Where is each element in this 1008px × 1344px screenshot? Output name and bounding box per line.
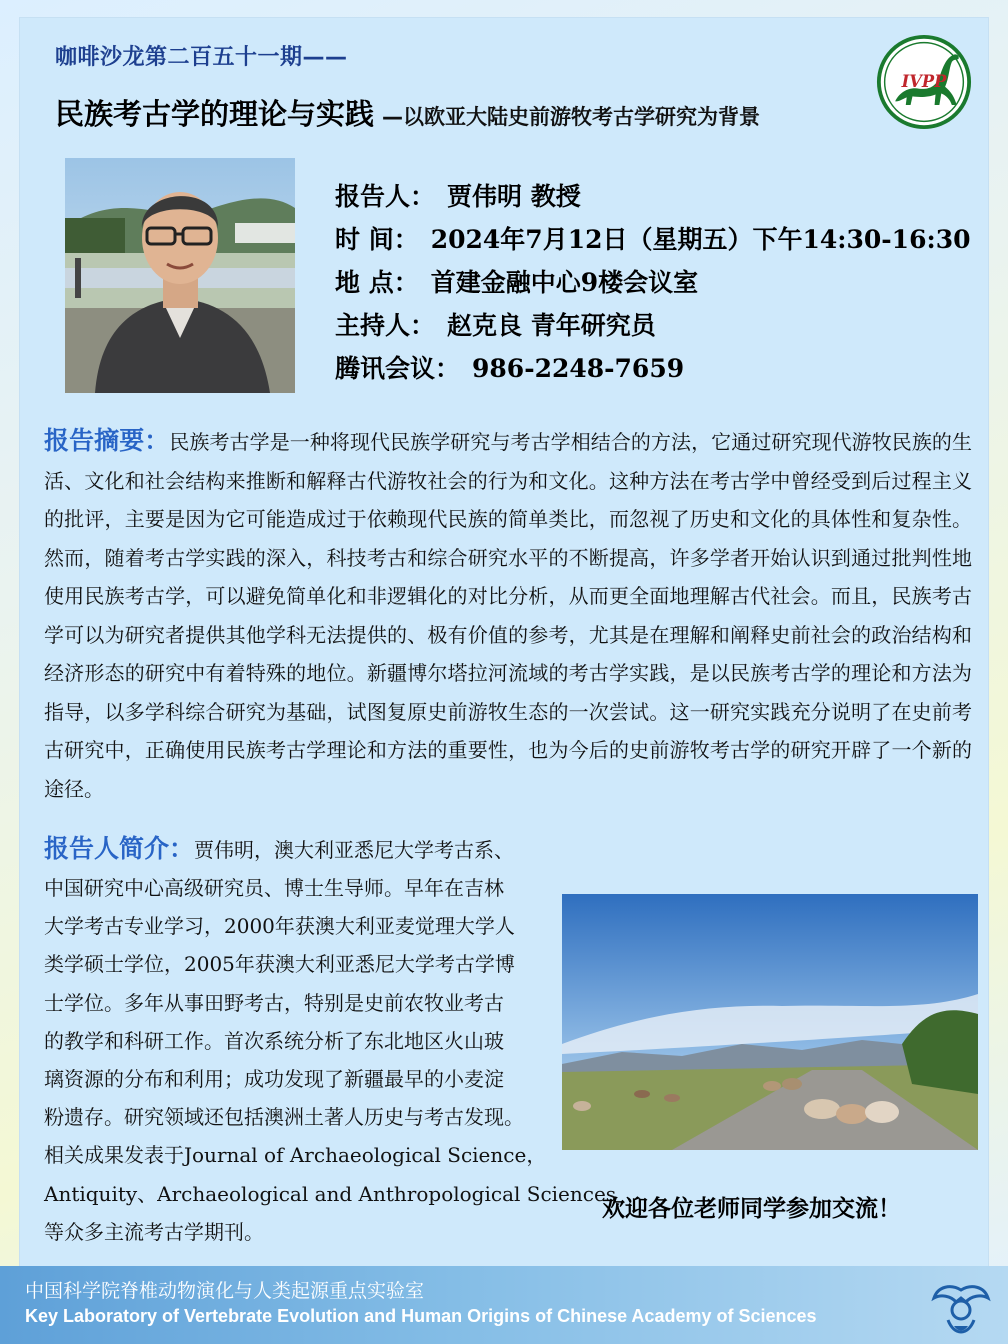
bio-line: 士学位。多年从事田野考古，特别是史前农牧业考古: [44, 990, 504, 1015]
welcome-message: 欢迎各位老师同学参加交流！: [602, 1196, 901, 1222]
series-label: 咖啡沙龙第二百五十一期——: [55, 45, 348, 70]
time-value: 2024年7月12日（星期五）下午14:30-16:30: [430, 225, 971, 254]
bio-line: 类学硕士学位，2005年获澳大利亚悉尼大学考古学博: [44, 952, 515, 977]
bio-first-line: 贾伟明，澳大利亚悉尼大学考古系、: [194, 838, 515, 862]
meeting-row: [335, 347, 970, 390]
main-title: 民族考古学的理论与实践: [55, 97, 375, 131]
ivpp-logo-text: IVPP: [901, 71, 947, 91]
speaker-portrait: [65, 158, 295, 393]
ivpp-logo-icon: [876, 34, 972, 130]
sub-title: —以欧亚大陆史前游牧考古学研究为背景: [382, 105, 761, 129]
bio-colon: ：: [169, 834, 195, 863]
bio-line: 相关成果发表于Journal of Archaeological Science，: [44, 1143, 547, 1168]
bio-line: 粉遗存。研究领域还包括澳洲土著人历史与考古发现。: [44, 1105, 524, 1130]
time-label: 时 间：: [335, 225, 419, 254]
time-row: [335, 218, 970, 261]
speaker-row: [335, 175, 970, 218]
talk-info: [335, 175, 970, 390]
footer-lab-name-cn: 中国科学院脊椎动物演化与人类起源重点实验室: [25, 1280, 425, 1302]
bio-text: [44, 869, 617, 1251]
speaker-label: 报告人：: [335, 182, 436, 211]
footer-lab-name-en: Key Laboratory of Vertebrate Evolution and Human Origins of Chinese Academy of Sciences: [25, 1306, 817, 1326]
bio-line: 等众多主流考古学期刊。: [44, 1219, 264, 1244]
place-label: 地 点：: [335, 268, 419, 297]
bio-line: 璃资源的分布和利用；成功发现了新疆最早的小麦淀: [44, 1067, 504, 1092]
speaker-value: 贾伟明 教授: [447, 182, 581, 211]
abstract-heading: 报告摘要: [44, 426, 145, 455]
bio-line: Antiquity、Archaeological and Anthropological Sciences: [44, 1181, 617, 1206]
host-value: 赵克良 青年研究员: [447, 311, 656, 340]
bio-heading-line: [44, 830, 564, 870]
abstract-text: 民族考古学是一种将现代民族学研究与考古学相结合的方法，它通过研究现代游牧民族的生活、文化和社会结构来推断和解释古代游牧社会的行为和文化。这种方法在考古学中曾经受到后过程主义的批评，主要是因为它可能造成过于依赖现代民族的简单类比，而忽视了历史和文化的具体性和复杂性。然而，随着考古学实践的深入，科技考古和综合研究水平的不断提高，许多学者开始认识到通过批判性地使用民族考古学，可以避免简单化和非逻辑化的对比分析，从而更全面地理解古代社会。而且，民族考古学可以为研究者提供其他学科无法提供的、极有价值的参考，尤其是在理解和阐释史前社会的政治结构和经济形态的研究中有着特殊的地位。新疆博尔塔拉河流域的考古学实践，是以民族考古学的理论和方法为指导，以多学科综合研究为基础，试图复原史前游牧生态的一次尝试。这一研究实践充分说明了在史前考古研究中，正确使用民族考古学理论和方法的重要性，也为今后的史前游牧考古学的研究开辟了一个新的途径。: [44, 430, 972, 801]
place-value: 首建金融中心9楼会议室: [430, 268, 699, 297]
bio-line: 中国研究中心高级研究员、博士生导师。早年在吉林: [44, 876, 504, 900]
meeting-label: 腾讯会议：: [335, 354, 461, 383]
abstract-colon: ：: [144, 426, 170, 455]
bio-line: 的教学和科研工作。首次系统分析了东北地区火山玻: [44, 1028, 504, 1053]
host-label: 主持人：: [335, 311, 436, 340]
bio-heading: 报告人简介: [44, 834, 170, 863]
host-row: [335, 304, 970, 347]
vertebra-logo-icon: [926, 1276, 996, 1342]
bio-line: 大学考古专业学习，2000年获澳大利亚麦觉理大学人: [44, 914, 515, 939]
abstract-section: [44, 422, 972, 808]
steppe-landscape-photo: [562, 894, 978, 1150]
title-row: [55, 92, 760, 133]
meeting-id: 986-2248-7659: [472, 354, 685, 383]
place-row: [335, 261, 970, 304]
